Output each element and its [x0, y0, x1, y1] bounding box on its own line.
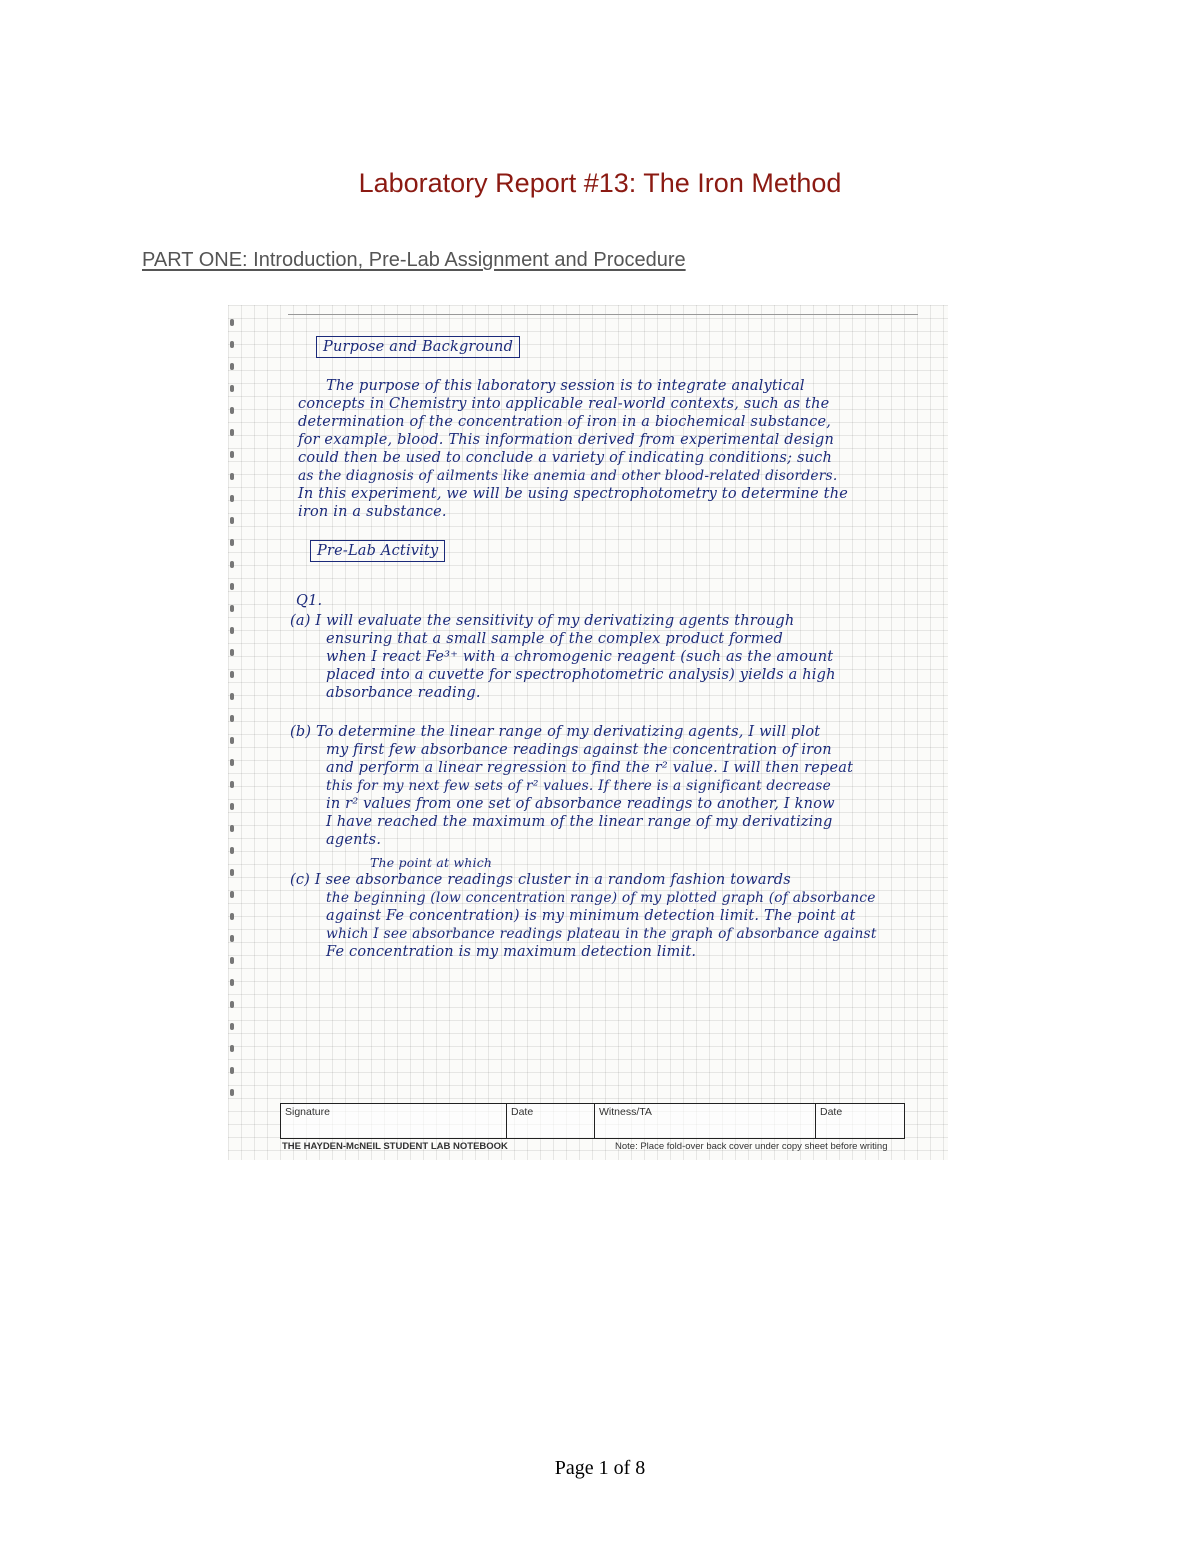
notebook-brand: THE HAYDEN-McNEIL STUDENT LAB NOTEBOOK — [282, 1141, 508, 1152]
binding-holes — [230, 319, 236, 1139]
answer-c-line: against Fe concentration) is my minimum detection limit. The point at — [326, 908, 856, 924]
answer-c-line: which I see absorbance readings plateau in the graph of absorbance against — [326, 926, 877, 942]
signature-label: Signature — [281, 1104, 507, 1138]
answer-b-line: in r² values from one set of absorbance readings to another, I know — [326, 796, 835, 812]
answer-b-line: this for my next few sets of r² values. If there is a significant decrease — [326, 778, 831, 794]
purpose-line: concepts in Chemistry into applicable real-world contexts, such as the — [298, 396, 830, 412]
purpose-heading: Purpose and Background — [316, 336, 520, 358]
purpose-line: determination of the concentration of iron in a biochemical substance, — [298, 414, 832, 430]
purpose-line: In this experiment, we will be using spectrophotometry to determine the — [298, 486, 849, 502]
question-label: Q1. — [296, 593, 323, 609]
purpose-line: could then be used to conclude a variety of indicating conditions; such — [298, 450, 833, 466]
page-rule — [288, 314, 918, 315]
witness-label: Witness/TA — [595, 1104, 816, 1138]
answer-b-line: my first few absorbance readings against the concentration of iron — [326, 742, 832, 758]
answer-a-line: placed into a cuvette for spectrophotometric analysis) yields a high — [326, 667, 836, 683]
report-title: Laboratory Report #13: The Iron Method — [358, 168, 842, 198]
date-label: Date — [507, 1104, 595, 1138]
date2-label: Date — [820, 1106, 843, 1118]
notebook-scan — [228, 305, 948, 1160]
part-one-heading: PART ONE: Introduction, Pre-Lab Assignment and Procedure — [142, 249, 686, 271]
answer-c-line: (c) I see absorbance readings cluster in a random fashion towards — [290, 872, 791, 888]
purpose-line: The purpose of this laboratory session is to integrate analytical — [326, 378, 805, 394]
answer-c-line: Fe concentration is my maximum detection limit. — [326, 944, 697, 960]
notebook-note: Note: Place fold-over back cover under copy sheet before writing — [615, 1141, 888, 1152]
answer-a-line: absorbance reading. — [326, 685, 481, 701]
answer-b-line: agents. — [326, 832, 382, 848]
answer-b-line: I have reached the maximum of the linear range of my derivatizing — [326, 814, 833, 830]
purpose-line: iron in a substance. — [298, 504, 447, 520]
prelab-heading: Pre-Lab Activity — [310, 540, 445, 562]
answer-a-line: ensuring that a small sample of the complex product formed — [326, 631, 783, 647]
purpose-line: as the diagnosis of ailments like anemia and other blood-related disorders. — [298, 468, 838, 484]
signature-block — [280, 1103, 905, 1139]
answer-a-line: when I react Fe³⁺ with a chromogenic reagent (such as the amount — [326, 649, 834, 665]
answer-b-line: (b) To determine the linear range of my derivatizing agents, I will plot — [290, 724, 821, 740]
answer-c-insert: The point at which — [370, 855, 493, 870]
answer-c-line: the beginning (low concentration range) of my plotted graph (of absorbance — [326, 890, 876, 906]
answer-a-line: (a) I will evaluate the sensitivity of my derivatizing agents through — [290, 613, 795, 629]
purpose-line: for example, blood. This information derived from experimental design — [298, 432, 835, 448]
answer-b-line: and perform a linear regression to find the r² value. I will then repeat — [326, 760, 854, 776]
page-number: Page 1 of 8 — [554, 1457, 646, 1479]
